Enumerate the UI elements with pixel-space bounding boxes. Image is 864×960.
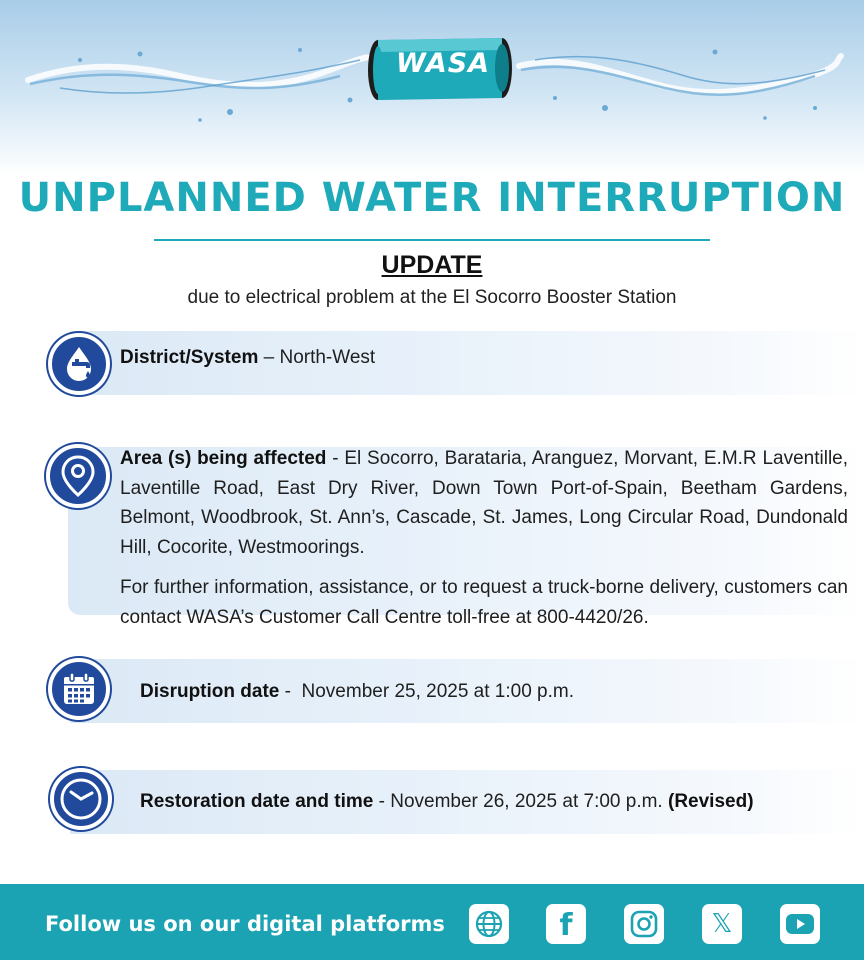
- disruption-line: [140, 681, 574, 703]
- area-label: Area (s) being affected: [120, 448, 327, 469]
- affected-areas-text: [120, 444, 848, 562]
- restoration-revised-note: (Revised): [668, 791, 754, 812]
- water-splash-right-image: [515, 30, 845, 130]
- location-pin-icon: [46, 444, 110, 508]
- water-tap-drop-icon: [48, 333, 110, 395]
- title-divider: [154, 239, 710, 241]
- page-subtitle: due to electrical problem at the El Socorro Booster Station: [187, 287, 677, 308]
- page-title: UNPLANNED WATER INTERRUPTION: [18, 175, 846, 221]
- globe-icon[interactable]: [469, 904, 509, 944]
- water-splash-left-image: [20, 30, 380, 130]
- district-separator: –: [258, 347, 280, 368]
- disruption-label: Disruption date: [140, 681, 280, 702]
- youtube-icon[interactable]: [780, 904, 820, 944]
- area-value: El Socorro, Barataria, Aranguez, Morvant, E.M.R Laventille, Laventille Road, East Dry River, Down Town Port-of-Spain, Beetham Gardens, Belmont, Woodbrook, St. Ann’s, Cascade, St. James, Long Circular Road, Dundonald Hill, Cocorite, Westmoorings.: [120, 448, 849, 558]
- area-separator: -: [326, 448, 345, 469]
- disruption-value: November 25, 2025 at 1:00 p.m.: [301, 681, 575, 702]
- wasa-logo-text: WASA: [396, 48, 491, 79]
- calendar-icon: [48, 658, 110, 720]
- restoration-label: Restoration date and time: [140, 791, 374, 812]
- instagram-icon[interactable]: [624, 904, 664, 944]
- facebook-icon[interactable]: [546, 904, 586, 944]
- district-value: North-West: [279, 347, 376, 368]
- restoration-line: [140, 791, 754, 813]
- x-icon[interactable]: [702, 904, 742, 944]
- contact-info-text: For further information, assistance, or to request a truck-borne delivery, customers can contact WASA’s Customer Call Centre toll-free at 800-4420/26.: [120, 577, 848, 628]
- clock-icon: [50, 768, 112, 830]
- update-label: UPDATE: [381, 251, 483, 279]
- facebook-glyph: f: [559, 908, 573, 943]
- restoration-separator: -: [373, 791, 391, 812]
- x-glyph: 𝕏: [711, 909, 733, 939]
- restoration-value: November 26, 2025 at 7:00 p.m.: [390, 791, 663, 812]
- disruption-separator: -: [279, 681, 302, 702]
- footer-follow-text: Follow us on our digital platforms: [45, 912, 445, 936]
- district-label: District/System: [120, 347, 259, 368]
- district-line: [120, 347, 375, 369]
